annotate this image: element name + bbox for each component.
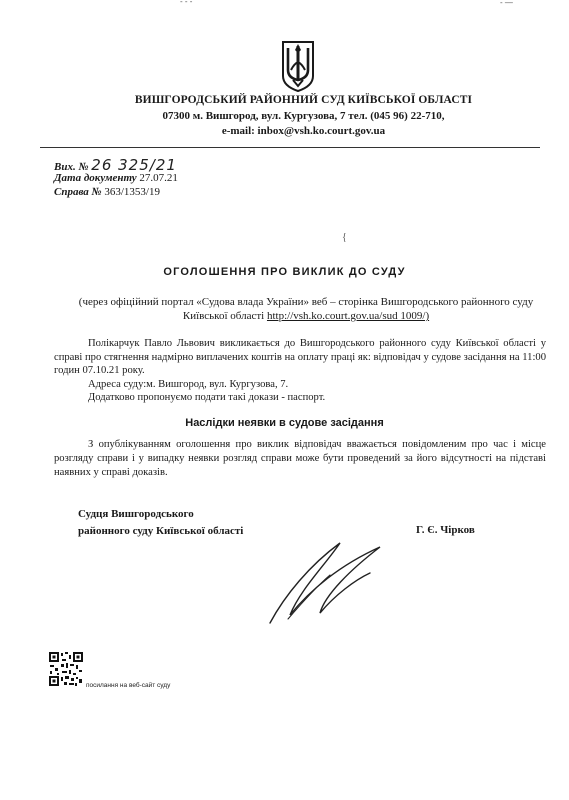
qr-code-icon	[48, 651, 84, 687]
case-value: 363/1353/19	[104, 186, 160, 198]
portal-note	[56, 295, 556, 323]
scan-mark-top-right: - —	[500, 0, 513, 7]
case-label: Справа №	[54, 186, 102, 198]
date-label: Дата документу	[54, 172, 137, 184]
outgoing-number: 26 325/21	[91, 156, 177, 174]
judge-name: Г. Є. Чірков	[416, 524, 475, 536]
stray-mark: {	[342, 232, 347, 243]
court-name: ВИШГОРОДСЬКИЙ РАЙОННИЙ СУД КИЇВСЬКОЇ ОБЛАСТІ	[134, 94, 473, 106]
consequences-heading: Наслідки неявки в судове засідання	[185, 417, 384, 429]
court-email: e-mail: inbox@vsh.ko.court.gov.ua	[221, 125, 386, 137]
court-address-paragraph: Адреса суду:м. Вишгород, вул. Кургузова, 7.	[88, 379, 289, 390]
qr-caption: посилання на веб-сайт суду	[86, 682, 171, 689]
consequences-paragraph: З опублікуванням оголошення про виклик відповідач вважається повідомленим про час і місце розгляду справи і у випадку неявки розгляд справи може бути проведений за його відсутності на підставі наявних у справі доказів.	[54, 439, 546, 478]
handwritten-signature-icon	[230, 535, 410, 625]
judge-title	[78, 506, 243, 540]
court-address: 07300 м. Вишгород, вул. Кургузова, 7 тел. (045 96) 22-710,	[162, 110, 445, 122]
trident-emblem-icon	[281, 40, 315, 92]
case-number-line	[54, 186, 160, 198]
outgoing-label: Вих. №	[54, 161, 89, 173]
judge-title-line-1: Судця Вишгородського	[78, 508, 194, 520]
portal-text: (через офіційний портал «Судова влада України» веб – сторінка Вишгородського районного суду Київської області	[78, 296, 534, 322]
judge-title-line-2: районного суду Київської області	[78, 525, 244, 537]
header-divider	[40, 147, 540, 148]
document-date-line	[54, 172, 178, 184]
portal-link[interactable]: http://vsh.ko.court.gov.ua/sud 1009/)	[266, 310, 430, 322]
notice-title: ОГОЛОШЕННЯ ПРО ВИКЛИК ДО СУДУ	[163, 266, 406, 278]
scan-mark-top-left: - - -	[180, 0, 193, 6]
date-value: 27.07.21	[139, 172, 178, 184]
evidence-paragraph: Додатково пропонуємо подати такі докази - паспорт.	[88, 392, 326, 403]
summons-paragraph: Полікарчук Павло Львович викликається до Вишгородського районного суду Київської області у справі про стягнення надмірно виплачених коштів на оплату праці як: відповідач у судове засідання на 11:00 годин 07.10.21 року.	[54, 338, 546, 376]
